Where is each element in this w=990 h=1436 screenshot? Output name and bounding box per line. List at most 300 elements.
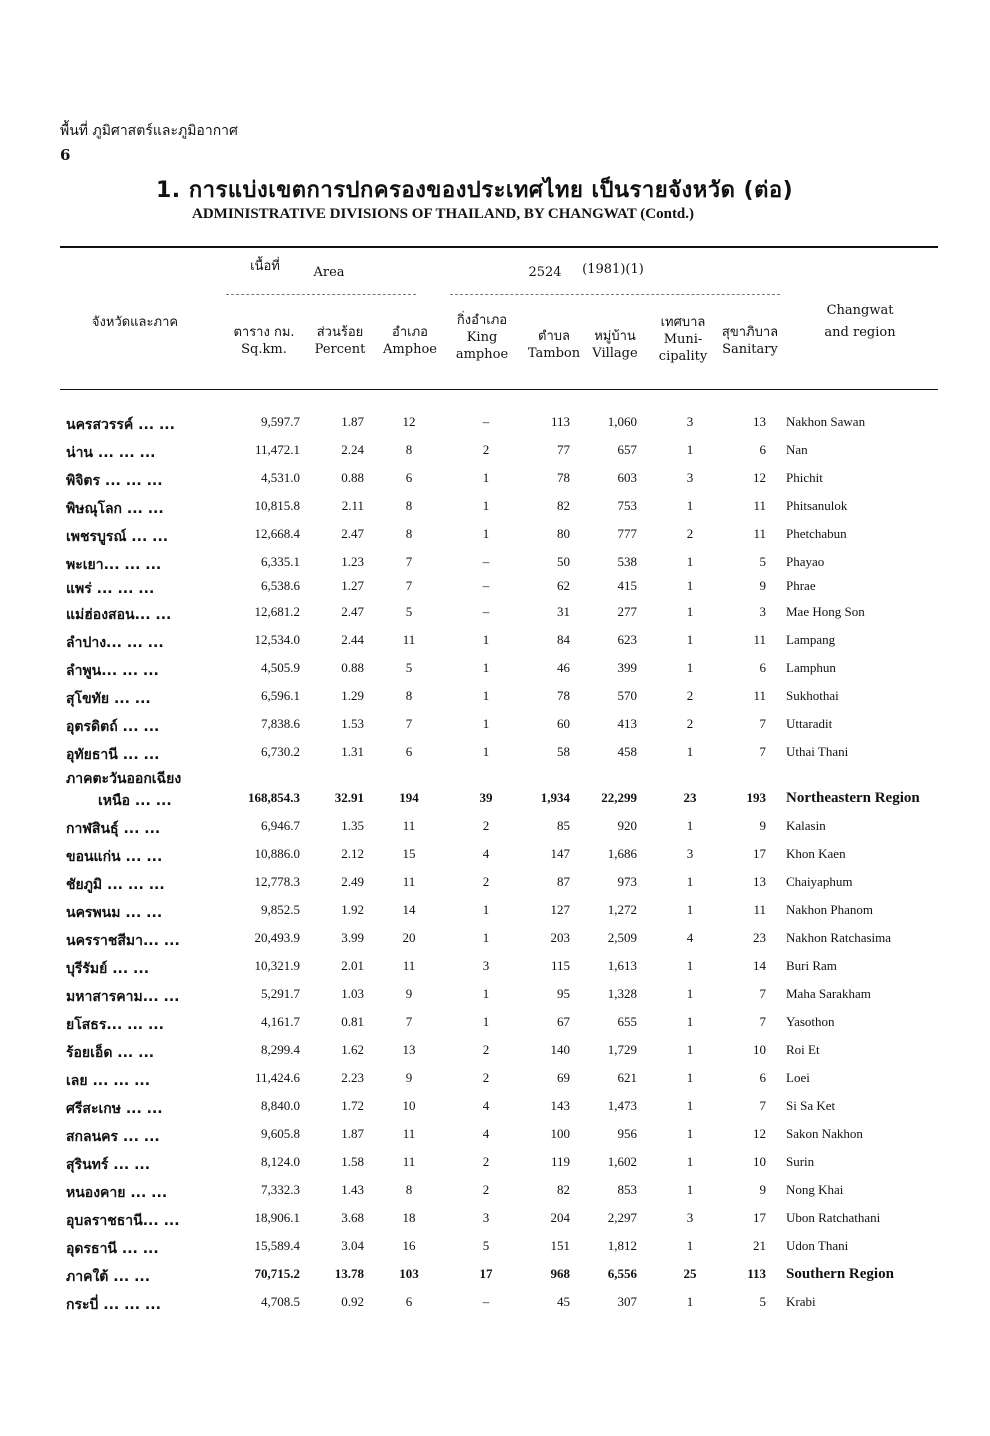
cell-tambon: 58 xyxy=(557,744,570,759)
cell-changwat: Khon Kaen xyxy=(786,846,846,861)
cell-municipality: 2 xyxy=(686,526,694,541)
cell-changwat: Surin xyxy=(786,1154,815,1169)
cell-municipality: 1 xyxy=(686,442,694,457)
cell-village: 621 xyxy=(617,1070,637,1085)
cell-area: 12,778.3 xyxy=(254,874,300,889)
cell-tambon: 82 xyxy=(557,1182,570,1197)
table-row xyxy=(0,902,990,928)
cell-changwat: Si Sa Ket xyxy=(786,1098,836,1113)
cell-area: 6,730.2 xyxy=(261,744,300,759)
cell-area: 12,681.2 xyxy=(254,604,300,619)
cell-changwat: Kalasin xyxy=(786,818,826,833)
table-row xyxy=(0,744,990,770)
cell-tambon: 45 xyxy=(557,1294,570,1309)
cell-village: 458 xyxy=(617,744,637,759)
cell-tambon: 84 xyxy=(557,632,570,647)
cell-municipality: 1 xyxy=(686,958,694,973)
cell-area: 7,332.3 xyxy=(261,1182,300,1197)
cell-village: 277 xyxy=(617,604,637,619)
cell-amphoe: 194 xyxy=(399,790,419,805)
cell-municipality: 2 xyxy=(686,716,694,731)
cell-sanitary: 7 xyxy=(759,716,766,731)
cell-amphoe: 20 xyxy=(402,930,416,945)
cell-changwat: Ubon Ratchathani xyxy=(786,1210,881,1225)
cell-changwat: Nakhon Sawan xyxy=(786,414,866,429)
cell-province-thai: พิษณุโลก ... ... xyxy=(66,501,164,517)
cell-tambon: 78 xyxy=(557,470,570,485)
cell-changwat: Sakon Nakhon xyxy=(786,1126,863,1141)
table-row xyxy=(0,1154,990,1180)
cell-province-thai: แพร่ ... ... ... xyxy=(66,581,155,597)
cell-amphoe: 9 xyxy=(405,986,413,1001)
cell-changwat: Phrae xyxy=(786,578,816,593)
cell-sanitary: 10 xyxy=(753,1042,766,1057)
cell-sanitary: 11 xyxy=(753,498,766,513)
cell-village: 1,812 xyxy=(607,1238,637,1253)
cell-area: 10,321.9 xyxy=(254,958,300,973)
cell-municipality: 1 xyxy=(686,744,694,759)
cell-municipality: 23 xyxy=(683,790,697,805)
cell-amphoe: 8 xyxy=(405,1182,413,1197)
cell-sanitary: 7 xyxy=(759,1014,766,1029)
cell-municipality: 1 xyxy=(686,604,694,619)
cell-sanitary: 7 xyxy=(759,744,766,759)
cell-amphoe: 13 xyxy=(402,1042,416,1057)
cell-area: 8,299.4 xyxy=(261,1042,300,1057)
cell-village: 413 xyxy=(617,716,637,731)
cell-king-amphoe: 17 xyxy=(479,1266,493,1281)
cell-sanitary: 3 xyxy=(759,604,766,619)
cell-municipality: 1 xyxy=(686,1014,694,1029)
cell-village: 603 xyxy=(617,470,637,485)
header-dash-year xyxy=(450,294,780,295)
cell-municipality: 3 xyxy=(686,470,694,485)
cell-tambon: 80 xyxy=(557,526,570,541)
cell-changwat: Southern Region xyxy=(786,1266,894,1282)
cell-changwat: Lamphun xyxy=(786,660,836,675)
cell-village: 1,060 xyxy=(607,414,637,429)
cell-municipality: 3 xyxy=(686,1210,694,1225)
cell-king-amphoe: – xyxy=(482,414,490,429)
region-total-row xyxy=(0,790,990,816)
cell-municipality: 1 xyxy=(686,660,694,675)
cell-village: 2,297 xyxy=(607,1210,637,1225)
cell-sanitary: 12 xyxy=(753,470,766,485)
cell-sanitary: 7 xyxy=(759,986,766,1001)
cell-amphoe: 103 xyxy=(399,1266,419,1281)
cell-province-thai: อุบลราชธานี... ... xyxy=(66,1213,180,1229)
cell-amphoe: 5 xyxy=(405,604,413,619)
cell-king-amphoe: 5 xyxy=(482,1238,490,1253)
cell-area: 9,605.8 xyxy=(261,1126,300,1141)
cell-percent: 13.78 xyxy=(334,1266,364,1281)
cell-municipality: 1 xyxy=(686,1126,694,1141)
cell-village: 307 xyxy=(617,1294,637,1309)
cell-village: 777 xyxy=(617,526,637,541)
col-header-percent: ส่วนร้อย Percent xyxy=(314,325,366,357)
cell-sanitary: 11 xyxy=(753,688,766,703)
table-top-rule xyxy=(60,246,938,248)
cell-area: 18,906.1 xyxy=(254,1210,300,1225)
cell-tambon: 85 xyxy=(557,818,570,833)
cell-king-amphoe: 4 xyxy=(482,846,490,861)
cell-king-amphoe: 3 xyxy=(482,958,490,973)
cell-percent: 1.31 xyxy=(341,744,364,759)
cell-king-amphoe: – xyxy=(482,604,490,619)
cell-king-amphoe: – xyxy=(482,1294,490,1309)
cell-percent: 32.91 xyxy=(334,790,364,805)
cell-changwat: Nakhon Phanom xyxy=(786,902,874,917)
cell-area: 6,946.7 xyxy=(261,818,300,833)
cell-changwat: Phetchabun xyxy=(786,526,847,541)
cell-amphoe: 8 xyxy=(405,442,413,457)
cell-amphoe: 8 xyxy=(405,498,413,513)
cell-village: 399 xyxy=(617,660,637,675)
cell-province-thai: แม่ฮ่องสอน... ... xyxy=(66,607,172,623)
cell-municipality: 1 xyxy=(686,1238,694,1253)
table-row xyxy=(0,414,990,440)
cell-area: 8,840.0 xyxy=(261,1098,300,1113)
cell-king-amphoe: 2 xyxy=(482,818,490,833)
cell-percent: 2.44 xyxy=(341,632,364,647)
cell-tambon: 147 xyxy=(550,846,570,861)
cell-changwat: Roi Et xyxy=(786,1042,820,1057)
cell-sanitary: 13 xyxy=(753,874,766,889)
cell-village: 1,729 xyxy=(607,1042,637,1057)
cell-changwat: Buri Ram xyxy=(786,958,837,973)
cell-percent: 3.99 xyxy=(341,930,364,945)
cell-municipality: 2 xyxy=(686,688,694,703)
cell-amphoe: 6 xyxy=(405,744,413,759)
cell-province-thai: ลำพูน... ... ... xyxy=(66,663,159,679)
table-row xyxy=(0,986,990,1012)
cell-amphoe: 10 xyxy=(402,1098,416,1113)
col-header-changwat-region: Changwat and region xyxy=(824,303,896,340)
cell-sanitary: 21 xyxy=(753,1238,766,1253)
cell-king-amphoe: 2 xyxy=(482,1182,490,1197)
cell-municipality: 4 xyxy=(686,930,694,945)
cell-province-thai: หนองคาย ... ... xyxy=(66,1185,168,1201)
table-row xyxy=(0,1182,990,1208)
cell-king-amphoe: 1 xyxy=(482,902,490,917)
cell-king-amphoe: 2 xyxy=(482,442,490,457)
cell-sanitary: 11 xyxy=(753,526,766,541)
cell-sanitary: 10 xyxy=(753,1154,766,1169)
cell-province-thai: สุโขทัย ... ... xyxy=(66,691,151,707)
cell-municipality: 1 xyxy=(686,554,694,569)
cell-tambon: 50 xyxy=(557,554,570,569)
cell-tambon: 95 xyxy=(557,986,570,1001)
cell-percent: 1.58 xyxy=(341,1154,364,1169)
cell-municipality: 1 xyxy=(686,818,694,833)
cell-changwat: Loei xyxy=(786,1070,810,1085)
cell-area: 70,715.2 xyxy=(254,1266,300,1281)
table-row xyxy=(0,1042,990,1068)
cell-sanitary: 17 xyxy=(753,846,766,861)
cell-sanitary: 13 xyxy=(753,414,766,429)
cell-sanitary: 9 xyxy=(759,818,766,833)
cell-municipality: 1 xyxy=(686,1070,694,1085)
table-row xyxy=(0,1014,990,1040)
cell-village: 1,613 xyxy=(607,958,637,973)
table-row xyxy=(0,688,990,714)
cell-changwat: Nan xyxy=(786,442,808,457)
cell-tambon: 1,934 xyxy=(540,790,570,805)
cell-municipality: 25 xyxy=(683,1266,697,1281)
cell-changwat: Uthai Thani xyxy=(786,744,849,759)
cell-amphoe: 7 xyxy=(405,554,413,569)
cell-municipality: 1 xyxy=(686,1182,694,1197)
cell-municipality: 3 xyxy=(686,414,694,429)
cell-changwat: Phitsanulok xyxy=(786,498,848,513)
cell-amphoe: 6 xyxy=(405,470,413,485)
table-row xyxy=(0,818,990,844)
table-row xyxy=(0,554,990,580)
cell-amphoe: 16 xyxy=(402,1238,416,1253)
table-row xyxy=(0,1238,990,1264)
cell-area: 4,531.0 xyxy=(261,470,300,485)
cell-village: 1,328 xyxy=(607,986,637,1001)
cell-tambon: 140 xyxy=(550,1042,570,1057)
table-row xyxy=(0,1098,990,1124)
cell-changwat: Sukhothai xyxy=(786,688,839,703)
cell-sanitary: 5 xyxy=(759,1294,766,1309)
cell-village: 570 xyxy=(617,688,637,703)
cell-sanitary: 6 xyxy=(759,442,766,457)
cell-king-amphoe: 39 xyxy=(479,790,493,805)
cell-king-amphoe: – xyxy=(482,578,490,593)
cell-amphoe: 11 xyxy=(402,958,416,973)
cell-tambon: 127 xyxy=(550,902,570,917)
cell-village: 1,602 xyxy=(607,1154,637,1169)
cell-tambon: 69 xyxy=(557,1070,570,1085)
cell-percent: 0.88 xyxy=(341,660,364,675)
cell-village: 973 xyxy=(617,874,637,889)
col-header-sanitary: สุขาภิบาล Sanitary xyxy=(721,325,779,357)
cell-king-amphoe: 2 xyxy=(482,1070,490,1085)
cell-municipality: 1 xyxy=(686,986,694,1001)
cell-village: 657 xyxy=(617,442,637,457)
cell-tambon: 78 xyxy=(557,688,570,703)
cell-sanitary: 11 xyxy=(753,902,766,917)
cell-area: 7,838.6 xyxy=(261,716,300,731)
cell-king-amphoe: 1 xyxy=(482,688,490,703)
cell-area: 9,597.7 xyxy=(261,414,300,429)
cell-province-thai: นครสวรรค์ ... ... xyxy=(66,417,175,433)
col-header-area-thai: เนื้อที่ xyxy=(250,259,280,274)
cell-province-thai: ร้อยเอ็ด ... ... xyxy=(66,1045,155,1061)
cell-percent: 1.03 xyxy=(341,986,364,1001)
cell-king-amphoe: 1 xyxy=(482,632,490,647)
col-header-municipality: เทศบาล Muni- cipality xyxy=(658,315,708,364)
cell-sanitary: 7 xyxy=(759,1098,766,1113)
cell-king-amphoe: 2 xyxy=(482,874,490,889)
cell-province-thai: ยโสธร... ... ... xyxy=(66,1017,164,1033)
table-row xyxy=(0,1126,990,1152)
table-row xyxy=(0,846,990,872)
cell-sanitary: 14 xyxy=(753,958,766,973)
col-header-tambon: ตำบล Tambon xyxy=(527,329,581,361)
table-title-english: ADMINISTRATIVE DIVISIONS OF THAILAND, BY CHANGWAT (Contd.) xyxy=(192,206,695,222)
cell-changwat: Maha Sarakham xyxy=(786,986,871,1001)
table-row xyxy=(0,470,990,496)
cell-tambon: 203 xyxy=(550,930,570,945)
region-name-thai: ภาคตะวันออกเฉียง xyxy=(66,771,182,787)
cell-village: 753 xyxy=(617,498,637,513)
cell-changwat: Nong Khai xyxy=(786,1182,844,1197)
cell-municipality: 1 xyxy=(686,874,694,889)
cell-amphoe: 11 xyxy=(402,874,416,889)
table-row xyxy=(0,660,990,686)
cell-province-thai: สกลนคร ... ... xyxy=(66,1129,160,1145)
cell-sanitary: 12 xyxy=(753,1126,766,1141)
cell-amphoe: 7 xyxy=(405,716,413,731)
cell-village: 1,473 xyxy=(607,1098,637,1113)
cell-area: 6,596.1 xyxy=(261,688,300,703)
cell-percent: 2.47 xyxy=(341,604,364,619)
table-row xyxy=(0,604,990,630)
cell-province-thai: ศรีสะเกษ ... ... xyxy=(66,1101,163,1117)
cell-amphoe: 12 xyxy=(402,414,416,429)
cell-village: 2,509 xyxy=(607,930,637,945)
cell-municipality: 1 xyxy=(686,1042,694,1057)
cell-area: 12,668.4 xyxy=(254,526,300,541)
table-row xyxy=(0,716,990,742)
cell-amphoe: 8 xyxy=(405,526,413,541)
cell-percent: 0.92 xyxy=(341,1294,364,1309)
table-title-thai: 1. การแบ่งเขตการปกครองของประเทศไทย เป็นรายจังหวัด (ต่อ) xyxy=(156,178,794,203)
cell-changwat: Krabi xyxy=(786,1294,816,1309)
cell-municipality: 1 xyxy=(686,632,694,647)
cell-amphoe: 11 xyxy=(402,1126,416,1141)
cell-tambon: 67 xyxy=(557,1014,570,1029)
table-header-rule xyxy=(60,389,938,390)
cell-village: 22,299 xyxy=(601,790,637,805)
table-row xyxy=(0,442,990,468)
cell-village: 853 xyxy=(617,1182,637,1197)
cell-percent: 1.53 xyxy=(341,716,364,731)
page-number: 6 xyxy=(60,146,71,164)
cell-king-amphoe: 3 xyxy=(482,1210,490,1225)
cell-percent: 2.12 xyxy=(341,846,364,861)
cell-tambon: 60 xyxy=(557,716,570,731)
cell-area: 168,854.3 xyxy=(248,790,300,805)
cell-percent: 1.35 xyxy=(341,818,364,833)
cell-sanitary: 23 xyxy=(753,930,766,945)
table-row xyxy=(0,578,990,604)
cell-tambon: 143 xyxy=(550,1098,570,1113)
table-row xyxy=(0,498,990,524)
cell-king-amphoe: 1 xyxy=(482,1014,490,1029)
cell-changwat: Phayao xyxy=(786,554,825,569)
cell-area: 6,335.1 xyxy=(261,554,300,569)
section-heading: พื้นที่ ภูมิศาสตร์และภูมิอากาศ xyxy=(60,123,238,139)
cell-village: 1,686 xyxy=(607,846,637,861)
cell-tambon: 113 xyxy=(550,414,570,429)
cell-king-amphoe: 1 xyxy=(482,526,490,541)
cell-percent: 2.49 xyxy=(341,874,364,889)
col-header-amphoe: อำเภอ Amphoe xyxy=(383,325,437,357)
col-header-king-amphoe: กิ่งอำเภอ King amphoe xyxy=(455,313,509,362)
cell-king-amphoe: 1 xyxy=(482,744,490,759)
cell-province-thai: อุดรธานี ... ... xyxy=(66,1241,159,1257)
cell-municipality: 1 xyxy=(686,498,694,513)
cell-province-thai: ชัยภูมิ ... ... ... xyxy=(66,877,165,893)
cell-sanitary: 113 xyxy=(747,1266,766,1281)
cell-province-thai: กาฬสินธุ์ ... ... xyxy=(66,821,161,837)
cell-tambon: 100 xyxy=(550,1126,570,1141)
cell-tambon: 119 xyxy=(550,1154,570,1169)
cell-province-thai: นครพนม ... ... xyxy=(66,905,163,921)
cell-percent: 1.29 xyxy=(341,688,364,703)
cell-sanitary: 193 xyxy=(746,790,766,805)
cell-tambon: 151 xyxy=(550,1238,570,1253)
cell-area: 5,291.7 xyxy=(261,986,300,1001)
cell-municipality: 1 xyxy=(686,578,694,593)
cell-king-amphoe: 1 xyxy=(482,986,490,1001)
cell-king-amphoe: 2 xyxy=(482,1042,490,1057)
cell-amphoe: 11 xyxy=(402,1154,416,1169)
cell-tambon: 204 xyxy=(550,1210,570,1225)
cell-king-amphoe: 4 xyxy=(482,1098,490,1113)
cell-province-thai: พะเยา... ... ... xyxy=(66,557,162,573)
cell-percent: 1.87 xyxy=(341,414,364,429)
cell-village: 6,556 xyxy=(607,1266,637,1281)
cell-sanitary: 5 xyxy=(759,554,766,569)
cell-province-thai: ภาคใต้ ... ... xyxy=(66,1269,151,1285)
cell-tambon: 82 xyxy=(557,498,570,513)
col-header-year: 2524 xyxy=(528,265,562,280)
cell-percent: 3.04 xyxy=(341,1238,364,1253)
cell-sanitary: 17 xyxy=(753,1210,766,1225)
cell-province-thai: เลย ... ... ... xyxy=(66,1073,151,1089)
cell-percent: 0.88 xyxy=(341,470,364,485)
cell-area: 10,815.8 xyxy=(254,498,300,513)
cell-king-amphoe: 1 xyxy=(482,470,490,485)
cell-municipality: 1 xyxy=(686,1294,694,1309)
cell-percent: 1.72 xyxy=(341,1098,364,1113)
cell-area: 12,534.0 xyxy=(254,632,300,647)
cell-percent: 1.23 xyxy=(341,554,364,569)
cell-changwat: Udon Thani xyxy=(786,1238,849,1253)
cell-area: 10,886.0 xyxy=(254,846,300,861)
cell-changwat: Lampang xyxy=(786,632,836,647)
cell-percent: 2.24 xyxy=(341,442,364,457)
cell-amphoe: 14 xyxy=(402,902,416,917)
cell-province-thai: น่าน ... ... ... xyxy=(66,445,156,461)
cell-amphoe: 6 xyxy=(405,1294,413,1309)
cell-tambon: 46 xyxy=(557,660,570,675)
cell-municipality: 1 xyxy=(686,902,694,917)
cell-province-thai: พิจิตร ... ... ... xyxy=(66,473,163,489)
cell-changwat: Yasothon xyxy=(786,1014,835,1029)
cell-percent: 1.27 xyxy=(341,578,364,593)
cell-percent: 2.11 xyxy=(341,498,364,513)
col-header-village: หมู่บ้าน Village xyxy=(592,329,638,361)
cell-tambon: 115 xyxy=(550,958,570,973)
cell-amphoe: 18 xyxy=(402,1210,416,1225)
cell-changwat: Chaiyaphum xyxy=(786,874,853,889)
cell-tambon: 87 xyxy=(557,874,570,889)
cell-percent: 0.81 xyxy=(341,1014,364,1029)
cell-province-thai: มหาสารคาม... ... xyxy=(66,989,180,1005)
cell-province-thai: ขอนแก่น ... ... xyxy=(66,849,163,865)
cell-amphoe: 15 xyxy=(402,846,416,861)
col-header-sqkm: ตาราง กม. Sq.km. xyxy=(233,325,295,357)
cell-tambon: 62 xyxy=(557,578,570,593)
cell-area: 4,708.5 xyxy=(261,1294,300,1309)
cell-king-amphoe: – xyxy=(482,554,490,569)
